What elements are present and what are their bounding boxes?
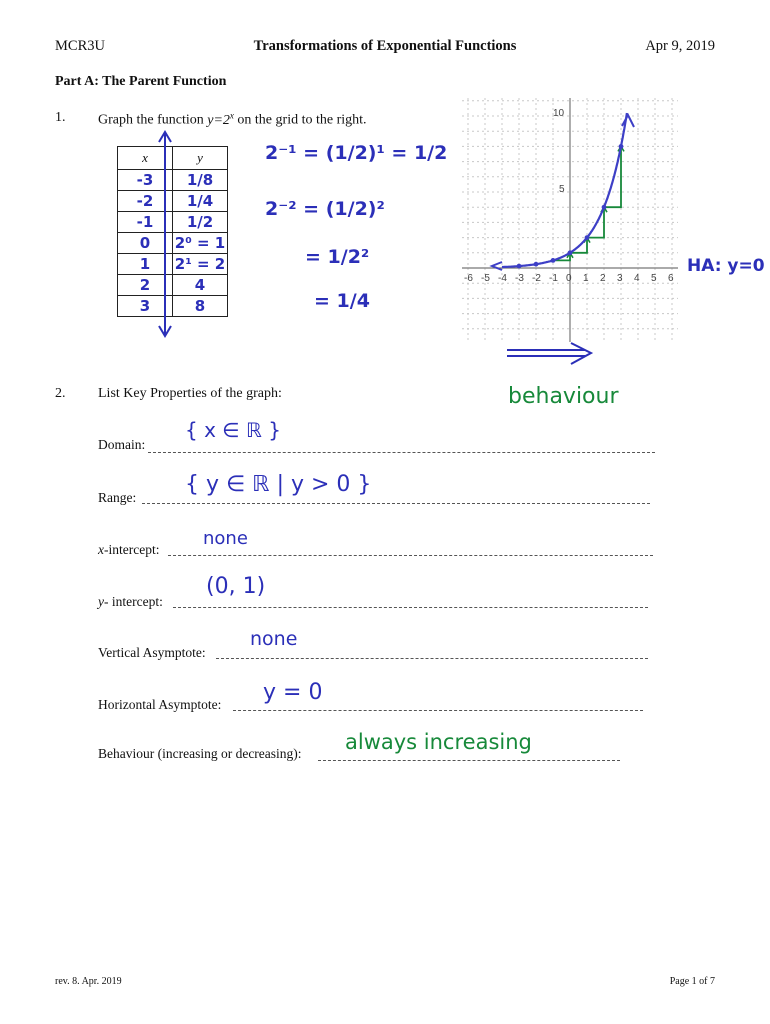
property-x-intercept	[98, 542, 159, 558]
table-cell-y: 1/4	[173, 191, 228, 212]
table-header-y: y	[173, 147, 228, 170]
y-tick-10: 10	[553, 108, 565, 119]
behaviour-answer: always increasing	[345, 730, 532, 754]
vertical-asymptote-answer: none	[250, 628, 298, 650]
plotted-point	[534, 262, 539, 267]
property-label: Range:	[98, 490, 137, 505]
page-number: Page 1 of 7	[669, 976, 715, 987]
answer-line	[142, 503, 650, 504]
property-y-intercept	[98, 594, 163, 610]
document-title: Transformations of Exponential Functions	[253, 38, 517, 54]
property-label: - intercept:	[104, 594, 163, 609]
x-tick-label: -1	[549, 273, 558, 284]
x-tick-label: 3	[617, 273, 623, 284]
slope-steps	[553, 146, 624, 260]
work-line-3: = 1/2²	[305, 246, 370, 268]
property-label-italic: x	[98, 542, 104, 557]
behaviour-note: behaviour	[508, 384, 619, 409]
x-tick-labels	[464, 273, 674, 284]
table-cell-y: 1/2	[173, 212, 228, 233]
property-label: Vertical Asymptote:	[98, 645, 206, 660]
work-line-4: = 1/4	[314, 290, 370, 312]
property-label-italic: y	[98, 594, 104, 609]
table-cell-x: -2	[118, 191, 173, 212]
x-tick-label: 2	[600, 273, 606, 284]
answer-line	[168, 555, 653, 556]
range-answer: { y ∈ ℝ | y > 0 }	[185, 472, 372, 497]
property-label: Behaviour (increasing or decreasing):	[98, 746, 302, 761]
question-1-text-before: Graph the function	[98, 112, 208, 128]
question-2-number: 2.	[55, 386, 66, 401]
answer-line	[318, 760, 620, 761]
property-horizontal-asymptote	[98, 697, 221, 713]
x-tick-label: 0	[566, 273, 572, 284]
table-arrow-icon	[150, 128, 180, 343]
horizontal-asymptote-answer: y = 0	[263, 680, 323, 705]
equation-base: y=2	[207, 112, 230, 128]
table-cell-x: -1	[118, 212, 173, 233]
plotted-point	[551, 258, 556, 263]
question-1-equation	[207, 110, 234, 128]
property-label: Horizontal Asymptote:	[98, 697, 222, 712]
answer-line	[173, 607, 648, 608]
table-cell-y: 2⁰ = 1	[173, 233, 228, 254]
question-1-number: 1.	[55, 110, 66, 125]
table-cell-x: 1	[118, 254, 173, 275]
question-1-text-after: on the grid to the right.	[237, 112, 367, 128]
part-a-heading: Part A: The Parent Function	[55, 74, 227, 89]
x-tick-label: -2	[532, 273, 541, 284]
x-tick-label: -3	[515, 273, 524, 284]
exponential-graph	[462, 98, 678, 342]
property-range	[98, 490, 136, 506]
plotted-point	[602, 205, 607, 210]
work-line-1: 2⁻¹ = (1/2)¹ = 1/2	[265, 142, 448, 164]
x-tick-label: -4	[498, 273, 507, 284]
question-1-text	[98, 110, 367, 129]
table-cell-x: 2	[118, 275, 173, 296]
table-cell-x: 3	[118, 296, 173, 317]
answer-line	[216, 658, 648, 659]
y-intercept-answer: (0, 1)	[206, 574, 266, 599]
property-domain	[98, 437, 145, 453]
plotted-point	[568, 250, 573, 255]
revision-note: rev. 8. Apr. 2019	[55, 976, 122, 987]
property-label: -intercept:	[104, 542, 160, 557]
x-intercept-answer: none	[203, 528, 248, 549]
equation-exponent: x	[229, 110, 234, 120]
table-cell-x: -3	[118, 170, 173, 191]
answer-line	[148, 452, 655, 453]
property-behaviour	[98, 746, 302, 762]
property-vertical-asymptote	[98, 645, 206, 661]
behaviour-arrow-icon	[505, 340, 595, 368]
x-tick-label: 6	[668, 273, 674, 284]
ha-note: HA: y=0	[687, 256, 765, 276]
y-tick-5: 5	[559, 184, 565, 195]
x-tick-label: 1	[583, 273, 589, 284]
course-code: MCR3U	[55, 38, 105, 54]
plotted-point	[619, 144, 624, 149]
table-cell-y: 8	[173, 296, 228, 317]
property-label: Domain:	[98, 437, 146, 452]
table-cell-y: 1/8	[173, 170, 228, 191]
domain-answer: { x ∈ ℝ }	[185, 418, 281, 442]
x-tick-label: -5	[481, 273, 490, 284]
x-tick-label: 5	[651, 273, 657, 284]
table-cell-y: 2¹ = 2	[173, 254, 228, 275]
table-cell-y: 4	[173, 275, 228, 296]
table-header-x: x	[118, 147, 173, 170]
x-tick-label: 4	[634, 273, 640, 284]
plotted-point	[585, 235, 590, 240]
table-cell-x: 0	[118, 233, 173, 254]
document-date: Apr 9, 2019	[645, 38, 715, 54]
question-2-text: List Key Properties of the graph:	[98, 386, 282, 401]
answer-line	[233, 710, 643, 711]
curve-left-arrow-icon	[492, 262, 502, 270]
work-line-2: 2⁻² = (1/2)²	[265, 198, 385, 220]
x-tick-label: -6	[464, 273, 473, 284]
plotted-point	[517, 264, 522, 269]
